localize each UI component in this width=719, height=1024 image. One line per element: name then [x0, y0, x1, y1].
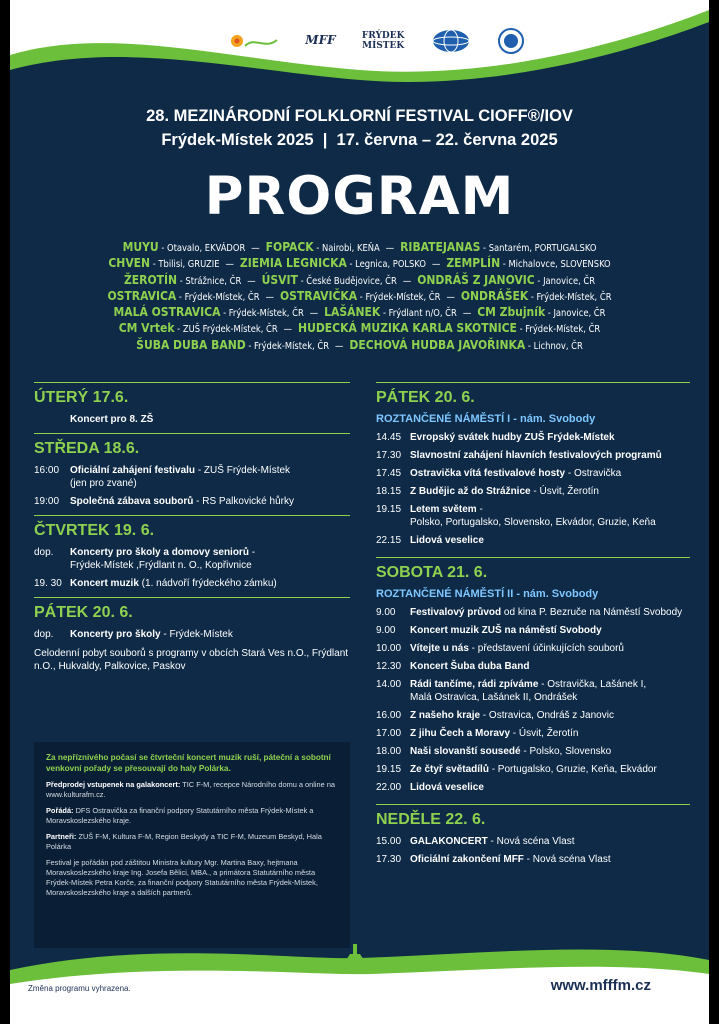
ensemble-line [30, 256, 689, 272]
day-tuesday [34, 382, 350, 426]
event-place: Frýdek-Místek ,Frýdlant n. O., Kopřivnice [70, 560, 252, 571]
event-time: 9.00 [376, 607, 396, 618]
event [34, 413, 350, 426]
ensemble-place: - Santarém, PORTUGALSKO [480, 243, 597, 254]
event-title: Lidová veselice [410, 535, 484, 546]
ensemble-line [30, 289, 689, 305]
weather-warning: Za nepříznivého počasí se čtvrteční koncert muzik ruší, páteční a sobotní venkovní pořady se přesouvají do haly Polárka. [46, 753, 331, 773]
day-title: PÁTEK 20. 6. [376, 389, 475, 406]
ensemble-name: RIBATEJANAS [400, 240, 481, 254]
event [376, 678, 690, 704]
ensemble-line [30, 273, 689, 289]
ensemble-place: - Tbilisi, GRUZIE [150, 259, 220, 271]
ensemble-place: - Otavalo, EKVÁDOR [158, 243, 246, 254]
event [376, 485, 690, 498]
event-detail: - Portugalsko, Gruzie, Keňa, Ekvádor [488, 764, 657, 775]
ensemble-place: - Janovice, ČR [545, 308, 606, 320]
event-place: - Frýdek-Místek [160, 629, 233, 640]
day-thursday [34, 515, 350, 590]
info-box [34, 742, 350, 948]
ensemble-name: CHVEN [108, 256, 151, 271]
ensemble-place: - Frýdek-Místek, ČR [245, 340, 330, 352]
separator: — [309, 308, 319, 320]
ensemble-place: - Lichnov, ČR [525, 340, 583, 352]
event: dop. Koncerty pro školy a domovy seniorů - Frýdek-Místek ,Frýdlant n. O., Kopřivnice [34, 547, 256, 571]
event-time: 12.30 [376, 661, 402, 672]
event-detail: - představení účinkujících souborů [468, 643, 624, 654]
ensemble-name: ŠUBA DUBA BAND [136, 337, 246, 352]
event-place: - ZUŠ Frýdek-Místek [195, 465, 291, 476]
event-title: Evropský svátek hudby ZUŠ Frýdek-Místek [410, 432, 615, 443]
ensemble-place: - ZUŠ Frýdek-Místek, ČR [174, 324, 278, 336]
event-title: Naši slovanští sousedé [410, 746, 521, 757]
event-time: 17.00 [376, 728, 402, 739]
event-time: dop. [34, 629, 54, 640]
festival-poster [10, 0, 709, 1024]
event-time: 17.30 [376, 854, 402, 865]
separator: — [335, 340, 344, 352]
event [376, 853, 690, 866]
event-detail: - Polsko, Slovensko [520, 746, 612, 757]
event-title: Lidová veselice [410, 782, 484, 793]
event [376, 642, 690, 655]
event-title: Koncert pro 8. ZŠ [70, 414, 154, 425]
separator: — [446, 291, 455, 303]
event-title: Koncert muzik ZUŠ na náměstí Svobody [410, 625, 602, 636]
event [376, 745, 690, 758]
event [376, 835, 690, 848]
ensemble-name: OSTRAVICA [107, 288, 177, 303]
event-title: Oficiální zahájení festivalu [70, 465, 196, 476]
event [376, 763, 690, 776]
friday-note: Celodenní pobyt souborů s programy v obcích Stará Ves n.O., Frýdlant n.O., Hukvaldy, Palkovice, Paskov [34, 648, 349, 672]
footer-note: Změna programu vyhrazena. [28, 984, 131, 993]
event-time: 22.15 [376, 535, 402, 546]
event-time: 16:00 [34, 465, 60, 476]
day-title: SOBOTA 21. 6. [376, 564, 488, 581]
ensemble-place: - Strážnice, ČR [177, 275, 242, 287]
event-title: Rádi tančíme, rádi zpíváme [410, 679, 539, 690]
ensemble-name: ZEMPLÍN [446, 256, 501, 271]
ensemble-place: - Frýdek-Místek, ČR [176, 291, 260, 303]
ensembles-list [30, 240, 689, 354]
event-detail: - Ostravička, Lašánek I, [538, 679, 647, 690]
event-detail: - Nová scéna Vlast [487, 836, 575, 847]
event-time: 17.30 [376, 450, 402, 461]
emblem-logo [497, 27, 525, 55]
event [376, 606, 690, 619]
event-title: Koncerty pro školy a domovy seniorů [70, 547, 249, 558]
flower-logo [225, 26, 279, 56]
event-detail: - Úsvit, Žerotín [510, 728, 579, 739]
organizer-info: Pořádá: DFS Ostravička za finanční podpory Statutárního města Frýdek-Místek a Moravskoslezského kraje. [46, 806, 314, 825]
event-title: Společná zábava souborů [70, 496, 194, 507]
event-time: 16.00 [376, 710, 402, 721]
ensemble-name: ONDRÁŠ Z JANOVIC [417, 272, 535, 287]
event-time: 15.00 [376, 836, 402, 847]
partners-info: Partneři: ZUŠ F-M, Kultura F-M, Region Beskydy a TIC F-M, Muzeum Beskyd, Hala Polárka [46, 832, 322, 851]
event-title: Letem světem [410, 504, 477, 515]
ensemble-name: HUDECKÁ MUZIKA KARLA SKOTNICE [298, 321, 517, 336]
separator: — [431, 259, 441, 271]
friday-events [376, 431, 690, 547]
event-place: - RS Palkovické hůrky [193, 496, 294, 507]
event [34, 628, 350, 641]
separator: — [251, 243, 260, 254]
event-place: (1. nádvoří frýdeckého zámku) [138, 578, 277, 589]
website-link[interactable]: www.mfffm.cz [550, 977, 651, 994]
ticket-info: Předprodej vstupenek na galakoncert: TIC F-M, recepce Národního domu a online na www.kulturafm.cz. [46, 780, 336, 799]
ensemble-name: MALÁ OSTRAVICA [113, 305, 221, 320]
event-title: Vítejte u nás [410, 643, 469, 654]
ensemble-name: LAŠÁNEK [324, 305, 381, 320]
event [376, 781, 690, 794]
ensemble-place: - Frýdek-Místek, ČR [528, 291, 612, 303]
ensemble-place: - Frýdek-Místek, ČR [357, 291, 441, 303]
patronage-info: Festival je pořádán pod záštitou Ministra kultury Mgr. Martina Baxy, hejtmana Moravskoslezského kraje Ing. Josefa Bělici, MBA., a primátora Statutárního města Frýdek-Místek Petra Korče, za finanční podpory Statutárního města Frýdek-Místek, Moravskoslezského kraje a dalších partnerů. [46, 858, 318, 897]
right-schedule [376, 382, 690, 873]
ensemble-place: - Frýdek-Místek, ČR [516, 324, 601, 336]
event [376, 624, 690, 637]
event-time: 18.15 [376, 486, 402, 497]
ensemble-line [30, 321, 689, 337]
ensemble-place: - České Budějovice, ČR [297, 275, 397, 287]
ensemble-line [30, 338, 689, 354]
event [34, 577, 350, 590]
festival-dates: Frýdek-Místek 2025 | 17. června – 22. června 2025 [161, 131, 558, 149]
day-title: ČTVRTEK 19. 6. [34, 522, 155, 539]
day-title: NEDĚLE 22. 6. [376, 811, 486, 828]
left-schedule [34, 382, 350, 680]
event-title: Z Budějic až do Strážnice [410, 486, 531, 497]
event-title: GALAKONCERT [410, 836, 488, 847]
event-detail-line: Polsko, Portugalsko, Slovensko, Ekvádor, Gruzie, Keňa [410, 517, 656, 528]
event-time: 22.00 [376, 782, 402, 793]
saturday-events [376, 606, 690, 794]
ensemble-name: ŽEROTÍN [123, 272, 178, 287]
globe-logo [431, 28, 471, 54]
festival-name: 28. MEZINÁRODNÍ FOLKLORNÍ FESTIVAL CIOFF®/IOV [146, 107, 573, 125]
ensemble-name: ONDRÁŠEK [460, 288, 529, 303]
event-detail: - Nová scéna Vlast [523, 854, 611, 865]
event-title: Koncerty pro školy [70, 629, 161, 640]
event-detail: - Ostravica, Ondráš z Janovic [480, 710, 614, 721]
event-detail-line: Malá Ostravica, Lašánek II, Ondrášek [410, 692, 578, 703]
event-title: Ostravička vítá festivalové hosty [410, 468, 566, 479]
event-time: 14.45 [376, 432, 402, 443]
ensemble-name: ZIEMIA LEGNICKA [239, 256, 347, 271]
event [376, 660, 690, 673]
day-sunday [376, 804, 690, 866]
day-title: STŘEDA 18.6. [34, 440, 140, 457]
ensemble-place: - Michalovce, SLOVENSKO [500, 259, 611, 271]
event-title: Z jihu Čech a Moravy [410, 728, 511, 739]
event [376, 503, 690, 529]
event-note: (jen pro zvané) [70, 478, 137, 489]
ensemble-line [30, 240, 689, 256]
ensemble-place: - Frýdek-Místek, ČR [220, 308, 304, 320]
ensemble-place: - Legnica, POLSKO [346, 259, 426, 271]
day-friday-left [34, 597, 350, 673]
event-title: Festivalový průvod [410, 607, 502, 618]
separator: — [265, 291, 274, 303]
event-detail: - Úsvit, Žerotín [530, 486, 599, 497]
ensemble-name: OSTRAVIČKA [279, 288, 358, 303]
separator: — [385, 243, 395, 254]
mff-logo: MFF [305, 33, 336, 48]
event-title: Slavnostní zahájení hlavních festivalových programů [410, 450, 662, 461]
event-title: Koncert muzik [70, 578, 139, 589]
separator: — [462, 308, 472, 320]
ensemble-name: MUYU [122, 240, 159, 254]
event-time: 14.00 [376, 679, 402, 690]
page-title: PROGRAM [204, 166, 515, 227]
event-time: dop. [34, 547, 54, 558]
ensemble-place: - Nairobi, KEŇA [313, 243, 380, 254]
event [376, 727, 690, 740]
day-saturday [376, 557, 690, 794]
ensemble-name: DECHOVÁ HUDBA JAVOŘINKA [349, 337, 526, 352]
day-title: PÁTEK 20. 6. [34, 604, 133, 621]
event-time: 19.15 [376, 504, 402, 515]
partner-logos [225, 18, 525, 64]
sunday-events [376, 835, 690, 866]
event-time: 10.00 [376, 643, 402, 654]
event-detail: - Ostravička [565, 468, 622, 479]
ensemble-place: - Frýdlant n/O, ČR [380, 308, 457, 320]
event-time: 19.15 [376, 764, 402, 775]
event-detail: - [476, 504, 483, 515]
festival-heading [10, 104, 709, 152]
event-title: Ze čtyř světadílů [410, 764, 489, 775]
venue-heading: ROZTANČENÉ NÁMĚSTÍ I - nám. Svobody [376, 413, 596, 425]
ensemble-place: - Janovice, ČR [534, 275, 596, 287]
event-title: Koncert Šuba duba Band [410, 661, 530, 672]
event [376, 449, 690, 462]
event-detail: od kina P. Bezruče na Náměstí Svobody [501, 607, 683, 618]
event [376, 709, 690, 722]
event-title: Z našeho kraje [410, 710, 481, 721]
ensemble-line [30, 305, 689, 321]
ensemble-name: ÚSVIT [261, 272, 298, 287]
frydek-mistek-logo: FRÝDEK MÍSTEK [361, 30, 405, 51]
day-wednesday [34, 433, 350, 508]
ensemble-name: CM Zbujník [477, 305, 546, 320]
event [34, 495, 350, 508]
separator: — [225, 259, 234, 271]
event-time: 19:00 [34, 496, 60, 507]
event [376, 431, 690, 444]
event-time: 9.00 [376, 625, 396, 636]
event [376, 467, 690, 480]
event [34, 464, 350, 490]
event-time: 17.45 [376, 468, 402, 479]
venue-heading: ROZTANČENÉ NÁMĚSTÍ II - nám. Svobody [376, 588, 599, 600]
event-title: Oficiální zakončení MFF [410, 854, 524, 865]
day-title: ÚTERÝ 17.6. [34, 389, 129, 406]
event-time: 18.00 [376, 746, 402, 757]
ensemble-name: FOPACK [265, 240, 314, 254]
event-time: 19. 30 [34, 578, 62, 589]
separator: — [247, 275, 256, 287]
event [376, 534, 690, 547]
separator: — [283, 324, 293, 336]
ensemble-name: CM Vrtek [118, 321, 175, 336]
separator: — [402, 275, 412, 287]
day-friday [376, 382, 690, 547]
